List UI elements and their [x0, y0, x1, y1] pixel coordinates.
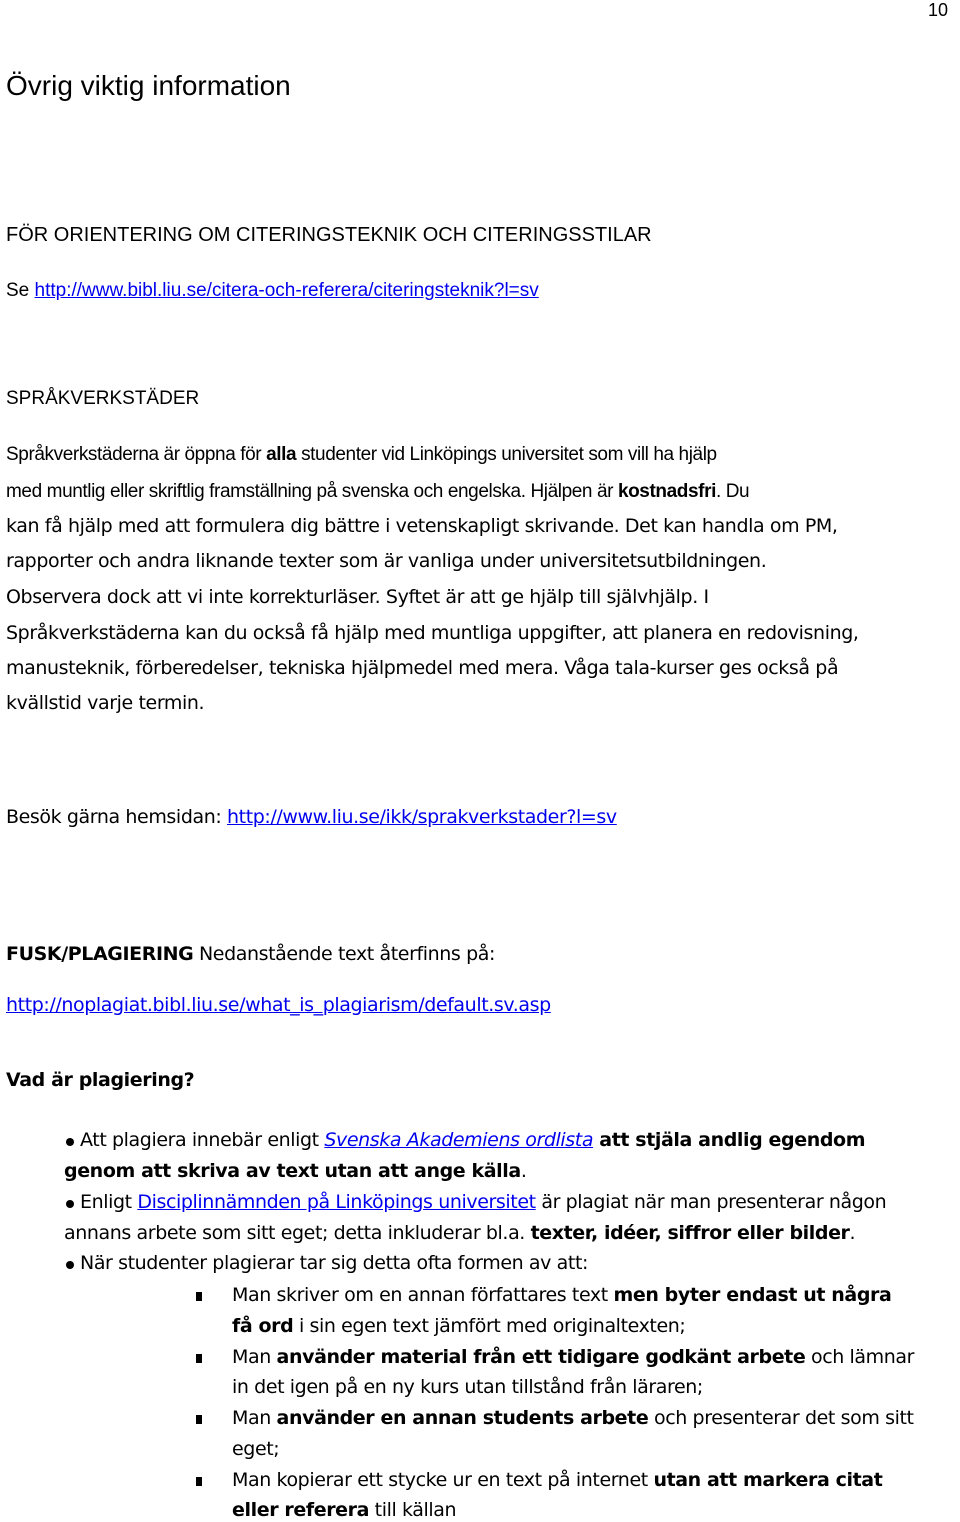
sub-bullet-2-line-2: in det igen på en ny kurs utan tillstånd från läraren; [232, 1376, 703, 1398]
citation-heading: FÖR ORIENTERING OM CITERINGSTEKNIK OCH CITERINGSSTILAR [6, 224, 652, 246]
sub-bullet-1-line-2: få ord i sin egen text jämfört med originaltexten; [232, 1315, 686, 1337]
workshops-line-5: Observera dock att vi inte korrekturläser. Syftet är att ge hjälp till självhjälp. I [6, 586, 709, 608]
workshops-heading: SPRÅKVERKSTÄDER [6, 388, 200, 409]
bullet-dot-icon [66, 1261, 74, 1269]
disciplinnamnden-link[interactable]: Disciplinnämnden på Linköpings universitet [137, 1191, 536, 1213]
citation-se-label: Se [6, 280, 30, 301]
citation-line [6, 280, 539, 302]
square-bullet-icon [196, 1477, 202, 1486]
workshops-line-7: manusteknik, förberedelser, tekniska hjälpmedel med mera. Våga tala-kurser ges också på [6, 657, 839, 679]
workshops-line-1: Språkverkstäderna är öppna för alla studenter vid Linköpings universitet som vill ha hjälp [6, 444, 717, 465]
plagiarism-source [6, 994, 551, 1016]
workshops-line-4: rapporter och andra liknande texter som är vanliga under universitetsutbildningen. [6, 550, 767, 572]
sub-bullet-4-line-1: Man kopierar ett stycke ur en text på internet utan att markera citat [232, 1469, 883, 1491]
sub-bullet-3-line-1: Man använder en annan students arbete och presenterar det som sitt [232, 1407, 914, 1429]
square-bullet-icon [196, 1354, 202, 1363]
workshops-line-3: kan få hjälp med att formulera dig bättre i vetenskapligt skrivande. Det kan handla om PM, [6, 515, 838, 537]
bullet-1-line-1: Att plagiera innebär enligt Svenska Akademiens ordlista att stjäla andlig egendom [80, 1129, 866, 1151]
workshops-line-8: kvällstid varje termin. [6, 692, 205, 714]
sub-bullet-3-line-2: eget; [232, 1438, 280, 1460]
bullet-2-line-2: annans arbete som sitt eget; detta inkluderar bl.a. texter, idéer, siffror eller bilder. [64, 1222, 856, 1244]
svenska-akademien-link[interactable]: Svenska Akademiens ordlista [324, 1129, 594, 1151]
workshops-line-6: Språkverkstäderna kan du också få hjälp med muntliga uppgifter, att planera en redovisning, [6, 622, 859, 644]
visit-label: Besök gärna hemsidan: [6, 806, 227, 828]
page-number: 10 [927, 0, 948, 20]
plagiarism-link[interactable]: http://noplagiat.bibl.liu.se/what_is_plagiarism/default.sv.asp [6, 994, 551, 1016]
workshops-link[interactable]: http://www.liu.se/ikk/sprakverkstader?l=sv [227, 806, 617, 828]
question-heading: Vad är plagiering? [6, 1069, 195, 1091]
bullet-2-line-1: Enligt Disciplinnämnden på Linköpings universitet är plagiat när man presenterar någon [80, 1191, 887, 1213]
workshops-line-2: med muntlig eller skriftlig framställning på svenska och engelska. Hjälpen är kostnadsfri. Du [6, 481, 750, 502]
square-bullet-icon [196, 1415, 202, 1424]
sub-bullet-2-line-1: Man använder material från ett tidigare godkänt arbete och lämnar [232, 1346, 915, 1368]
plagiarism-heading: FUSK/PLAGIERING Nedanstående text återfinns på: [6, 943, 495, 965]
sub-bullet-4-line-2: eller referera till källan [232, 1499, 457, 1521]
bullet-dot-icon [66, 1200, 74, 1208]
sub-bullet-1-line-1: Man skriver om en annan författares text men byter endast ut några [232, 1284, 892, 1306]
square-bullet-icon [196, 1292, 202, 1301]
bullet-dot-icon [66, 1138, 74, 1146]
page-title: Övrig viktig information [6, 70, 291, 101]
citation-link[interactable]: http://www.bibl.liu.se/citera-och-referera/citeringsteknik?l=sv [34, 280, 539, 301]
workshops-visit [6, 806, 617, 828]
bullet-1-line-2: genom att skriva av text utan att ange källa. [64, 1160, 527, 1182]
bullet-3: När studenter plagierar tar sig detta ofta formen av att: [80, 1252, 589, 1274]
